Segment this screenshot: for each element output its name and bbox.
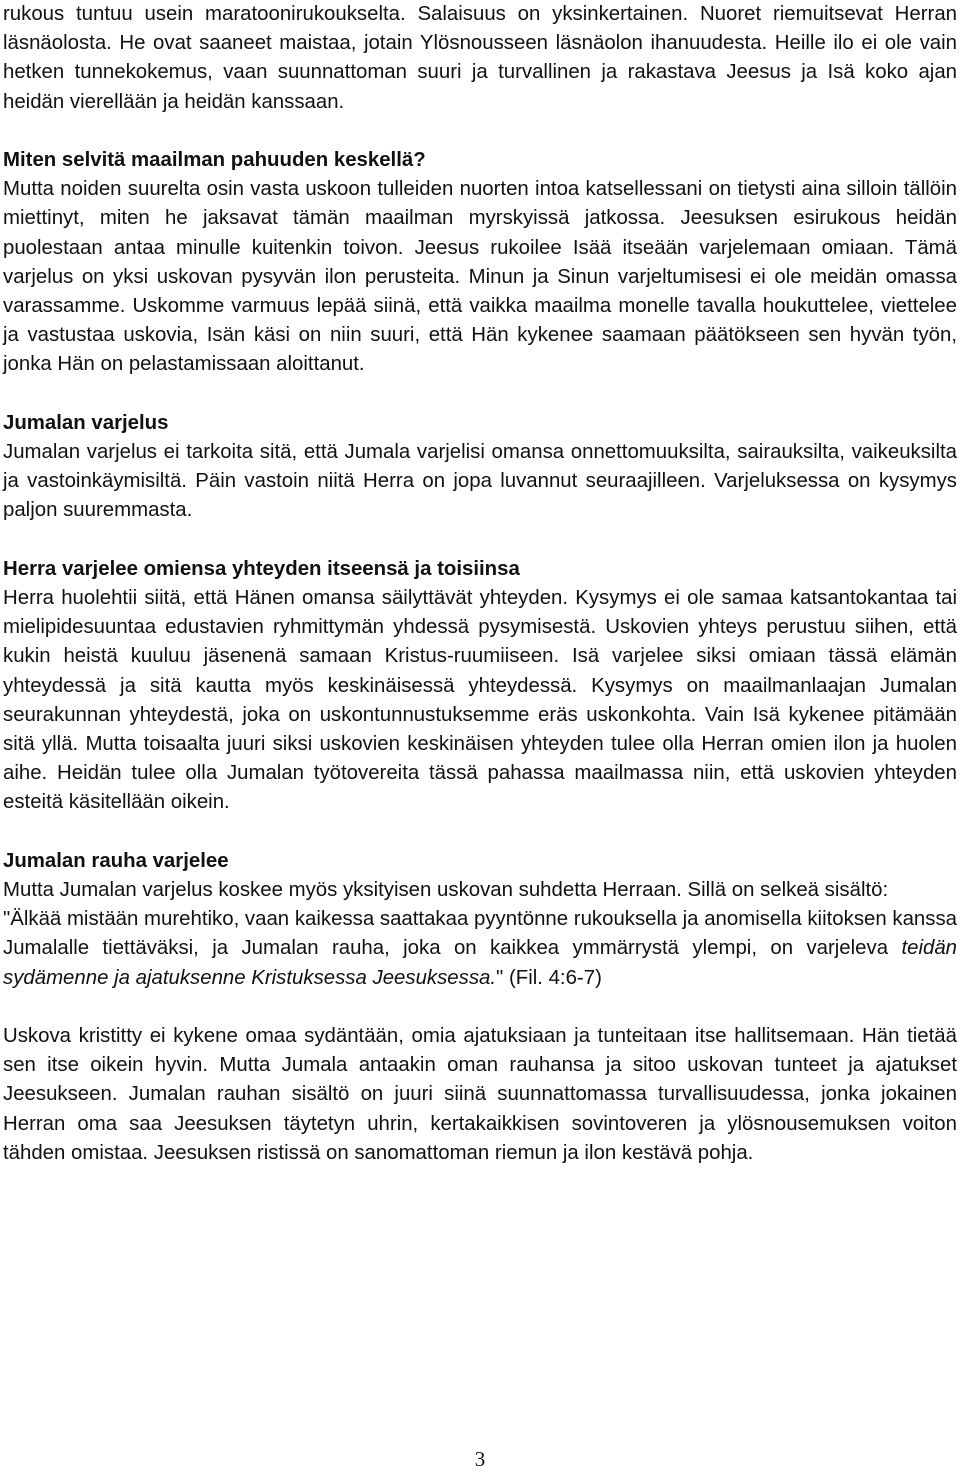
scripture-quote: [3, 905, 957, 993]
quote-text: "Älkää mistään murehtiko, vaan kaikessa saattakaa pyyntönne rukouksella ja anomisella kiitoksen kanssa Jumalalle tiettäväksi, ja Jumalan rauha, joka on kaikkea ymmärrystä ylempi, on varjeleva: [3, 908, 957, 960]
section-heading: Jumalan varjelus: [3, 411, 169, 434]
document-page: [3, 0, 957, 1168]
quote-reference: " (Fil. 4:6-7): [496, 966, 602, 989]
page-number: 3: [474, 1447, 486, 1471]
quote-emphasis: teidän sydämenne ja ajatuksenne Kristuksessa Jeesuksessa.: [3, 937, 957, 989]
intro-paragraph: rukous tuntuu usein maratoonirukoukselta. Salaisuus on yksinkertainen. Nuoret riemuitsevat Herran läsnäolosta. He ovat saaneet maistaa, jotain Ylösnousseen läsnäolon ihanuudesta. Heille ilo ei ole vain hetken tunnekokemus, vaan suunnattoman suuri ja turvallinen ja rakastava Jeesus ja Isä koko ajan heidän vierellään ja heidän kanssaan.: [3, 3, 957, 113]
section-heading: Miten selvitä maailman pahuuden keskellä?: [3, 149, 426, 171]
section-heading: Herra varjelee omiensa yhteyden itseensä ja toisiinsa: [3, 557, 520, 580]
closing-paragraph: Uskova kristitty ei kykene omaa sydäntään, omia ajatuksiaan ja tunteitaan itse hallitsemaan. Hän tietää sen itse oikein hyvin. Mutta Jumala antaakin oman rauhansa ja sitoo uskovan tunteet ja ajatukset Jeesukseen. Jumalan rauhan sisältö on juuri siinä suunnattomassa turvallisuudessa, jonka jokainen Herran oma saa Jeesuksen täytetyn uhrin, kertakaikkisen sovintoveren ja ylösnousemuksen voiton tähden omistaa. Jeesuksen ristissä on sanomattoman riemun ja ilon kestävä pohja.: [3, 1025, 957, 1164]
section-paragraph: Mutta noiden suurelta osin vasta uskoon tulleiden nuorten intoa katsellessani on tietysti aina silloin tällöin miettinyt, miten he jaksavat tämän maailman myrskyissä jatkossa. Jeesuksen esirukous heidän puolestaan antaa minulle kuitenkin toivon. Jeesus rukoilee Isää itseään varjelemaan omiaan. Tämä varjelus on yksi uskovan pysyvän ilon perusteita. Minun ja Sinun varjeltumisesi ei ole meidän omassa varassamme. Uskomme varmuus lepää siinä, että vaikka maailma monelle tavalla houkuttelee, viettelee ja vastustaa uskovia, Isän käsi on niin suuri, että Hän kykenee saamaan päätökseen sen hyvän työn, jonka Hän on pelastamissaan aloittanut.: [3, 178, 957, 376]
section-heading: Jumalan rauha varjelee: [3, 849, 229, 872]
section-paragraph: Mutta Jumalan varjelus koskee myös yksityisen uskovan suhdetta Herraan. Sillä on selkeä sisältö:: [3, 879, 889, 902]
section-paragraph: Jumalan varjelus ei tarkoita sitä, että Jumala varjelisi omansa onnettomuuksilta, sairauksilta, vaikeuksilta ja vastoinkäymisiltä. Päin vastoin niitä Herra on jopa luvannut seuraajilleen. Varjeluksessa on kysymys paljon suuremmasta.: [3, 441, 957, 522]
section-paragraph: Herra huolehtii siitä, että Hänen omansa säilyttävät yhteyden. Kysymys ei ole samaa katsantokantaa tai mielipidesuuntaa edustavien ryhmittymän yhdessä pysymisestä. Uskovien yhteys perustuu siihen, että kukin heistä kuuluu jäsenenä samaan Kristus-ruumiiseen. Isä varjelee siksi omiaan tässä elämän yhteydessä ja sitä kautta myös keskinäisessä yhteydessä. Kysymys on maailmanlaajan Jumalan seurakunnan yhteydestä, joka on uskontunnustuksemme eräs uskonkohta. Vain Isä kykenee pitämään sitä yllä. Mutta toisaalta juuri siksi uskovien keskinäisen yhteyden tulee olla Herran omien ilon ja huolen aihe. Heidän tulee olla Jumalan työtovereita tässä pahassa maailmassa niin, että uskovien yhteyden esteitä käsitellään oikein.: [3, 587, 957, 814]
